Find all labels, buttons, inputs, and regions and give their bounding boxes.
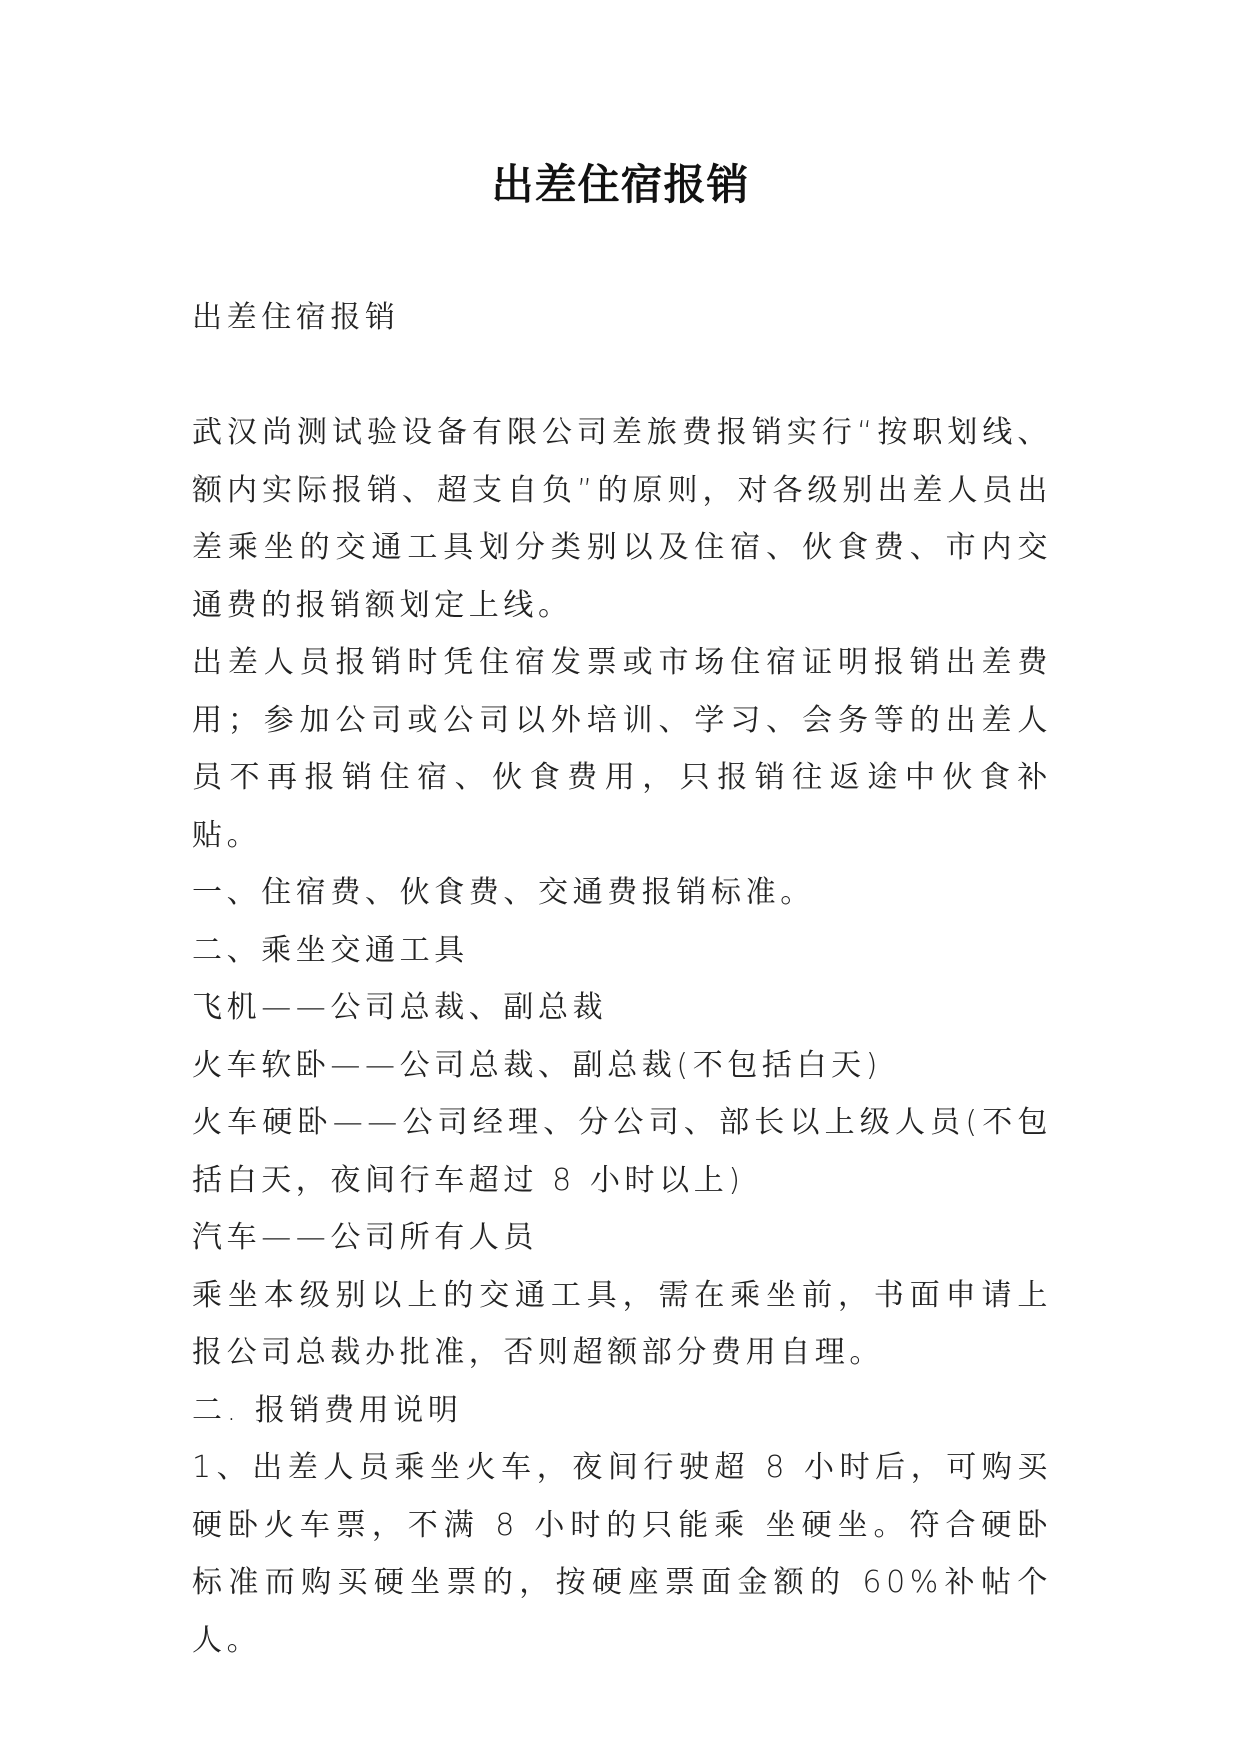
list-item-airplane: 飞机——公司总裁、副总裁 (192, 990, 608, 1025)
heading-standards: 一、住宿费、伙食费、交通费报销标准。 (192, 875, 815, 910)
list-item-bus: 汽车——公司所有人员 (192, 1220, 538, 1255)
heading-transport: 二、乘坐交通工具 (192, 932, 469, 968)
paragraph-train-rule: 1、出差人员乘坐火车，夜间行驶超 8 小时后，可购买硬卧火车票，不满 8 小时的只能乘 坐硬坐。符合硬卧标准而购买硬坐票的，按硬座票面金额的 60%补帖个人。 (192, 1450, 1052, 1658)
paragraph-policy: 武汉尚测试验设备有限公司差旅费报销实行“按职划线、额内实际报销、超支自负”的原则，对各级别出差人员出差乘坐的交通工具划分类别以及住宿、伙食费、市内交通费的报销额划定上线。 (192, 415, 1052, 623)
paragraph-approval: 乘坐本级别以上的交通工具，需在乘坐前，书面申请上报公司总裁办批准，否则超额部分费用自理。 (192, 1277, 1052, 1370)
document-body (192, 404, 1052, 1669)
document-title: 出差住宿报销 (491, 160, 750, 209)
document-subtitle: 出差住宿报销 (192, 300, 400, 335)
list-item-soft-sleeper: 火车软卧——公司总裁、副总裁(不包括白天) (192, 1047, 883, 1083)
paragraph-receipts: 出差人员报销时凭住宿发票或市场住宿证明报销出差费用；参加公司或公司以外培训、学习、会务等的出差人员不再报销住宿、伙食费用，只报销往返途中伙食补贴。 (192, 645, 1052, 853)
heading-expense-notes: 二. 报销费用说明 (192, 1392, 463, 1428)
list-item-hard-sleeper: 火车硬卧——公司经理、分公司、部长以上级人员(不包括白天，夜间行车超过 8 小时以上) (192, 1105, 1052, 1198)
